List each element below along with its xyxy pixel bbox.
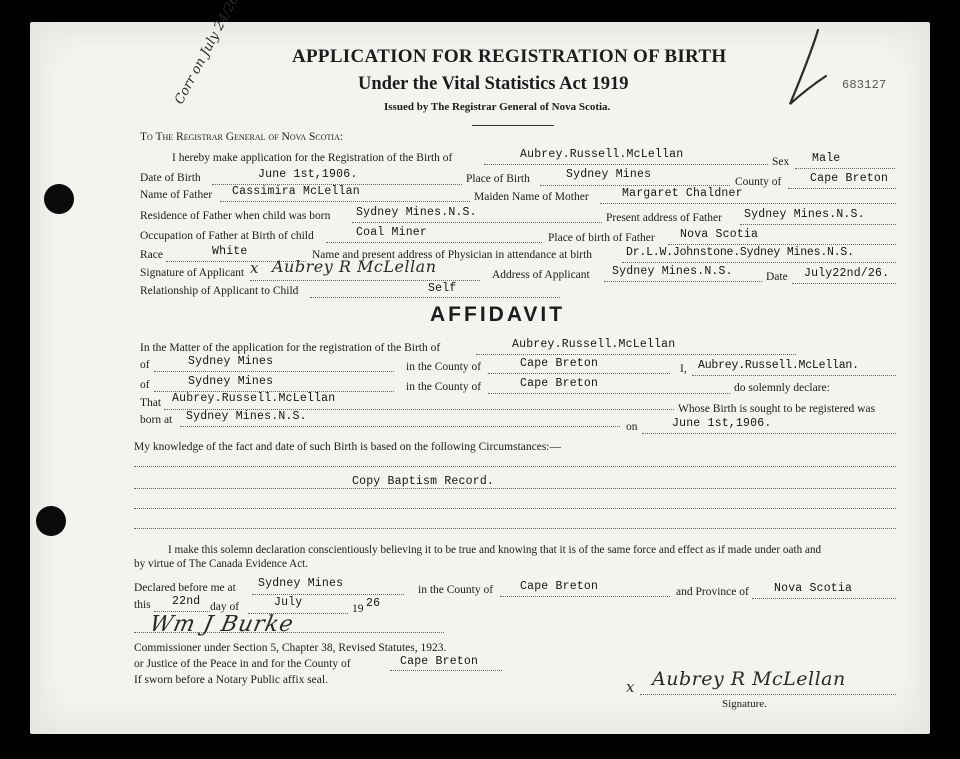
circumstances-value: Copy Baptism Record. [352, 475, 495, 488]
present-address-value: Sydney Mines.N.S. [744, 208, 865, 221]
on-label: on [626, 421, 638, 433]
declare-label: do solemnly declare: [734, 382, 830, 394]
race-value: White [212, 245, 248, 258]
declared-label: Declared before me at [134, 582, 236, 594]
year-value: 26 [366, 597, 381, 610]
day-of-label: day of [210, 601, 240, 613]
this-label: this [134, 599, 151, 611]
knowledge-label: My knowledge of the fact and date of such Birth is based on the following Circumstances:— [134, 441, 561, 453]
mother-label: Maiden Name of Mother [474, 191, 589, 203]
father-birthplace-label: Place of birth of Father [548, 232, 655, 244]
of-label: of [140, 359, 150, 371]
solemn-declaration-line-2: by virtue of The Canada Evidence Act. [134, 558, 309, 570]
applicant-address-value: Sydney Mines.N.S. [612, 265, 733, 278]
province-label: and Province of [676, 586, 749, 598]
occupation-value: Coal Miner [356, 226, 428, 239]
race-label: Race [140, 249, 163, 261]
date-label: Date [766, 271, 788, 283]
mother-value: Margaret Chaldner [622, 187, 743, 200]
sex-value: Male [812, 152, 841, 165]
residence-value: Sydney Mines.N.S. [356, 206, 477, 219]
matter-name-value: Aubrey.Russell.McLellan [512, 338, 676, 351]
matter-label: In the Matter of the application for the registration of the Birth of [140, 342, 441, 354]
i-label: I, [680, 363, 687, 375]
solemn-declaration-line-1: I make this solemn declaration conscientiously believing it to be true and knowing that it is of the same force and effect as if made under oath and [168, 544, 822, 556]
father-value: Cassimira McLellan [232, 185, 360, 198]
county-1-value: Cape Breton [520, 357, 599, 370]
day-value: 22nd [172, 595, 201, 608]
justice-county-value: Cape Breton [400, 655, 479, 668]
in-county-label-2: in the County of [406, 381, 482, 393]
born-at-label: born at [140, 414, 173, 426]
dob-label: Date of Birth [140, 172, 201, 184]
form-title: APPLICATION FOR REGISTRATION OF BIRTH [292, 46, 727, 67]
applicant-mark: x [250, 259, 259, 277]
sex-label: Sex [772, 156, 790, 168]
born-at-value: Sydney Mines.N.S. [186, 410, 307, 423]
month-value: July [274, 596, 303, 609]
signature-label: Signature. [722, 698, 767, 710]
of-place-2-value: Sydney Mines [188, 375, 274, 388]
of-label-2: of [140, 379, 150, 391]
dob-value: June 1st,1906. [258, 168, 358, 181]
born-on-value: June 1st,1906. [672, 417, 772, 430]
declared-at-value: Sydney Mines [258, 577, 344, 590]
commissioner-text: Commissioner under Section 5, Chapter 38, Revised Statutes, 1923. [134, 642, 447, 654]
pob-value: Sydney Mines [566, 168, 652, 181]
father-birthplace-value: Nova Scotia [680, 228, 759, 241]
province-value: Nova Scotia [774, 582, 853, 595]
pob-label: Place of Birth [466, 173, 530, 185]
issued-by: Issued by The Registrar General of Nova Scotia. [384, 101, 611, 113]
physician-value: Dr.L.W.Johnstone.Sydney Mines.N.S. [626, 246, 854, 259]
form-subtitle: Under the Vital Statistics Act 1919 [358, 74, 629, 94]
relationship-label: Relationship of Applicant to Child [140, 285, 299, 297]
county-label: County of [735, 176, 782, 188]
physician-label: Name and present address of Physician in attendance at birth [312, 249, 593, 261]
affidavit-heading: AFFIDAVIT [430, 303, 566, 326]
present-address-label: Present address of Father [606, 212, 722, 224]
in-county-label-3: in the County of [418, 584, 494, 596]
declarant-mark: x [626, 678, 635, 696]
justice-text: or Justice of the Peace in and for the County of [134, 658, 351, 670]
in-county-label: in the County of [406, 361, 482, 373]
intro-label: I hereby make application for the Registration of the Birth of [172, 152, 453, 164]
commissioner-signature: Wm J Burke [147, 612, 297, 637]
applicant-signature-label: Signature of Applicant [140, 267, 245, 279]
father-label: Name of Father [140, 189, 213, 201]
year-prefix: 19 [352, 603, 364, 615]
whose-birth-label: Whose Birth is sought to be registered was [678, 403, 876, 415]
that-name-value: Aubrey.Russell.McLellan [172, 392, 336, 405]
of-place-value: Sydney Mines [188, 355, 274, 368]
declarant-signature: Aubrey R McLellan [652, 668, 846, 690]
date-value: July22nd/26. [804, 267, 890, 280]
applicant-signature: Aubrey R McLellan [272, 257, 437, 276]
child-name-value: Aubrey.Russell.McLellan [520, 148, 684, 161]
declarant-value: Aubrey.Russell.McLellan. [698, 359, 859, 372]
occupation-label: Occupation of Father at Birth of child [140, 230, 314, 242]
residence-label: Residence of Father when child was born [140, 210, 331, 222]
applicant-address-label: Address of Applicant [492, 269, 590, 281]
stamp-number: 683127 [842, 78, 887, 92]
notary-text: If sworn before a Notary Public affix seal. [134, 674, 328, 686]
declared-county-value: Cape Breton [520, 580, 599, 593]
county-2-value: Cape Breton [520, 377, 599, 390]
addressee: To The Registrar General of Nova Scotia: [140, 131, 344, 143]
that-label: That [140, 397, 162, 409]
relationship-value: Self [428, 282, 457, 295]
county-value: Cape Breton [810, 172, 889, 185]
